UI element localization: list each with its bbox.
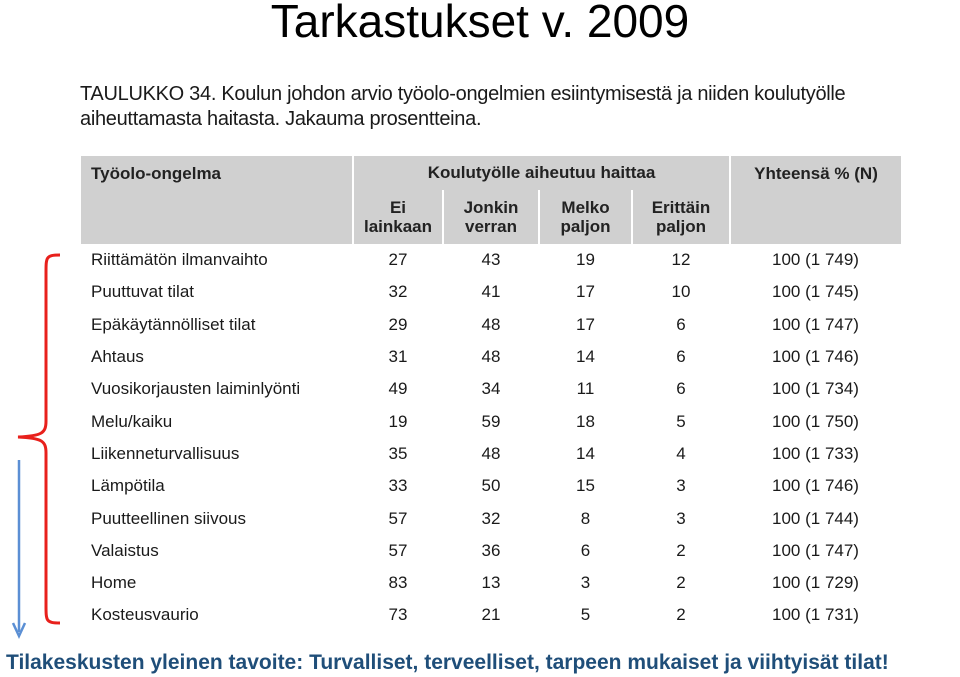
cell-jonkin-verran: 32 xyxy=(481,508,501,528)
cell-ei-lainkaan: 83 xyxy=(388,573,408,593)
cell-jonkin-verran: 50 xyxy=(481,476,501,496)
cell-total: 100 (1 745) xyxy=(772,282,859,302)
cell-jonkin-verran: 41 xyxy=(481,282,501,302)
cell-jonkin-verran: 59 xyxy=(481,411,501,431)
cell-ei-lainkaan: 49 xyxy=(388,379,408,399)
cell-total: 100 (1 744) xyxy=(772,508,859,528)
cell-melko-paljon: 17 xyxy=(576,282,595,302)
cell-jonkin-verran: 13 xyxy=(481,573,501,593)
cell-problem: Puutteellinen siivous xyxy=(91,508,246,528)
cell-problem: Riittämätön ilmanvaihto xyxy=(91,250,268,270)
cell-problem: Puuttuvat tilat xyxy=(91,282,195,302)
cell-jonkin-verran: 43 xyxy=(481,250,501,270)
cell-erittain-paljon: 3 xyxy=(676,476,686,496)
header-problem: Työolo-ongelma xyxy=(81,156,353,244)
cell-jonkin-verran: 48 xyxy=(481,347,501,367)
cell-melko-paljon: 17 xyxy=(576,314,595,334)
cell-jonkin-verran: 36 xyxy=(481,540,501,560)
cell-problem: Lämpötila xyxy=(91,476,165,496)
cell-problem: Epäkäytännölliset tilat xyxy=(91,314,256,334)
down-arrow-icon xyxy=(10,458,30,640)
cell-total: 100 (1 749) xyxy=(772,250,859,270)
cell-ei-lainkaan: 57 xyxy=(388,540,408,560)
cell-total: 100 (1 747) xyxy=(772,314,859,334)
cell-melko-paljon: 14 xyxy=(576,347,595,367)
header-row-top xyxy=(81,156,901,190)
subheader-ei-lainkaan xyxy=(353,190,443,244)
subheader-melko-paljon xyxy=(539,190,632,244)
cell-melko-paljon: 5 xyxy=(580,605,591,625)
cell-erittain-paljon: 6 xyxy=(676,314,686,334)
footer-goal: Tilakeskusten yleinen tavoite: Turvalliset, terveelliset, tarpeen mukaiset ja viihtyisät tilat! xyxy=(6,651,889,674)
cell-total: 100 (1 729) xyxy=(772,573,859,593)
table-caption: TAULUKKO 34. Koulun johdon arvio työolo-ongelmien esiintymisestä ja niiden koulutyölle aiheuttamasta haitasta. Jakauma prosentteina. xyxy=(80,83,846,130)
cell-erittain-paljon: 2 xyxy=(676,540,686,560)
cell-melko-paljon: 11 xyxy=(576,379,595,399)
cell-ei-lainkaan: 33 xyxy=(388,476,408,496)
table-row xyxy=(81,599,901,631)
table-row xyxy=(81,373,901,405)
slide-title: Tarkastukset v. 2009 xyxy=(270,0,690,47)
cell-melko-paljon: 6 xyxy=(580,540,591,560)
cell-melko-paljon: 18 xyxy=(576,411,595,431)
table-row xyxy=(81,502,901,534)
subheader-line: Melko xyxy=(561,198,610,217)
cell-jonkin-verran: 48 xyxy=(481,443,501,463)
subheader-line: verran xyxy=(465,217,517,236)
subheader-jonkin-verran xyxy=(443,190,539,244)
cell-problem: Home xyxy=(91,573,137,593)
table-row xyxy=(81,341,901,373)
cell-ei-lainkaan: 31 xyxy=(388,347,408,367)
header-total: Yhteensä % (N) xyxy=(730,156,901,244)
cell-erittain-paljon: 2 xyxy=(676,573,686,593)
cell-ei-lainkaan: 27 xyxy=(388,250,408,270)
table-body xyxy=(81,244,901,632)
cell-jonkin-verran: 34 xyxy=(481,379,501,399)
table-row xyxy=(81,244,901,276)
subheader-line: Jonkin xyxy=(463,198,519,217)
data-table xyxy=(81,156,901,632)
cell-jonkin-verran: 48 xyxy=(481,314,501,334)
subheader-line: Ei xyxy=(389,198,407,217)
subheader-erittain-paljon xyxy=(632,190,730,244)
table-row xyxy=(81,438,901,470)
subheader-line: Erittäin xyxy=(651,198,711,217)
table-row xyxy=(81,276,901,308)
table-row xyxy=(81,535,901,567)
cell-problem: Vuosikorjausten laiminlyönti xyxy=(91,379,301,399)
cell-problem: Valaistus xyxy=(91,540,159,560)
subheader-line: lainkaan xyxy=(363,217,433,236)
cell-problem: Kosteusvaurio xyxy=(91,605,199,625)
cell-melko-paljon: 8 xyxy=(580,508,591,528)
data-table-container xyxy=(81,156,901,632)
cell-problem: Melu/kaiku xyxy=(91,411,173,431)
table-row xyxy=(81,405,901,437)
cell-erittain-paljon: 2 xyxy=(676,605,686,625)
cell-melko-paljon: 14 xyxy=(576,443,595,463)
cell-total: 100 (1 734) xyxy=(772,379,859,399)
cell-erittain-paljon: 3 xyxy=(676,508,686,528)
cell-total: 100 (1 746) xyxy=(772,347,859,367)
cell-total: 100 (1 731) xyxy=(772,605,859,625)
cell-total: 100 (1 746) xyxy=(772,476,859,496)
cell-ei-lainkaan: 35 xyxy=(388,443,408,463)
cell-ei-lainkaan: 57 xyxy=(388,508,408,528)
cell-ei-lainkaan: 73 xyxy=(388,605,408,625)
table-row xyxy=(81,470,901,502)
cell-erittain-paljon: 5 xyxy=(676,411,686,431)
cell-erittain-paljon: 6 xyxy=(676,347,686,367)
cell-erittain-paljon: 10 xyxy=(671,282,691,302)
cell-problem: Liikenneturvallisuus xyxy=(91,443,240,463)
cell-total: 100 (1 747) xyxy=(772,540,859,560)
cell-melko-paljon: 3 xyxy=(580,573,591,593)
cell-problem: Ahtaus xyxy=(91,347,144,367)
cell-erittain-paljon: 4 xyxy=(676,443,686,463)
cell-erittain-paljon: 6 xyxy=(676,379,686,399)
cell-ei-lainkaan: 29 xyxy=(388,314,408,334)
table-row xyxy=(81,567,901,599)
cell-melko-paljon: 19 xyxy=(576,250,595,270)
header-group: Koulutyölle aiheutuu haittaa xyxy=(353,156,730,190)
cell-melko-paljon: 15 xyxy=(576,476,595,496)
subheader-line: paljon xyxy=(560,217,611,236)
cell-ei-lainkaan: 32 xyxy=(388,282,408,302)
subheader-line: paljon xyxy=(655,217,707,236)
cell-ei-lainkaan: 19 xyxy=(388,411,408,431)
cell-total: 100 (1 733) xyxy=(772,443,859,463)
cell-erittain-paljon: 12 xyxy=(671,250,691,270)
cell-total: 100 (1 750) xyxy=(772,411,859,431)
cell-jonkin-verran: 21 xyxy=(481,605,501,625)
table-row xyxy=(81,309,901,341)
